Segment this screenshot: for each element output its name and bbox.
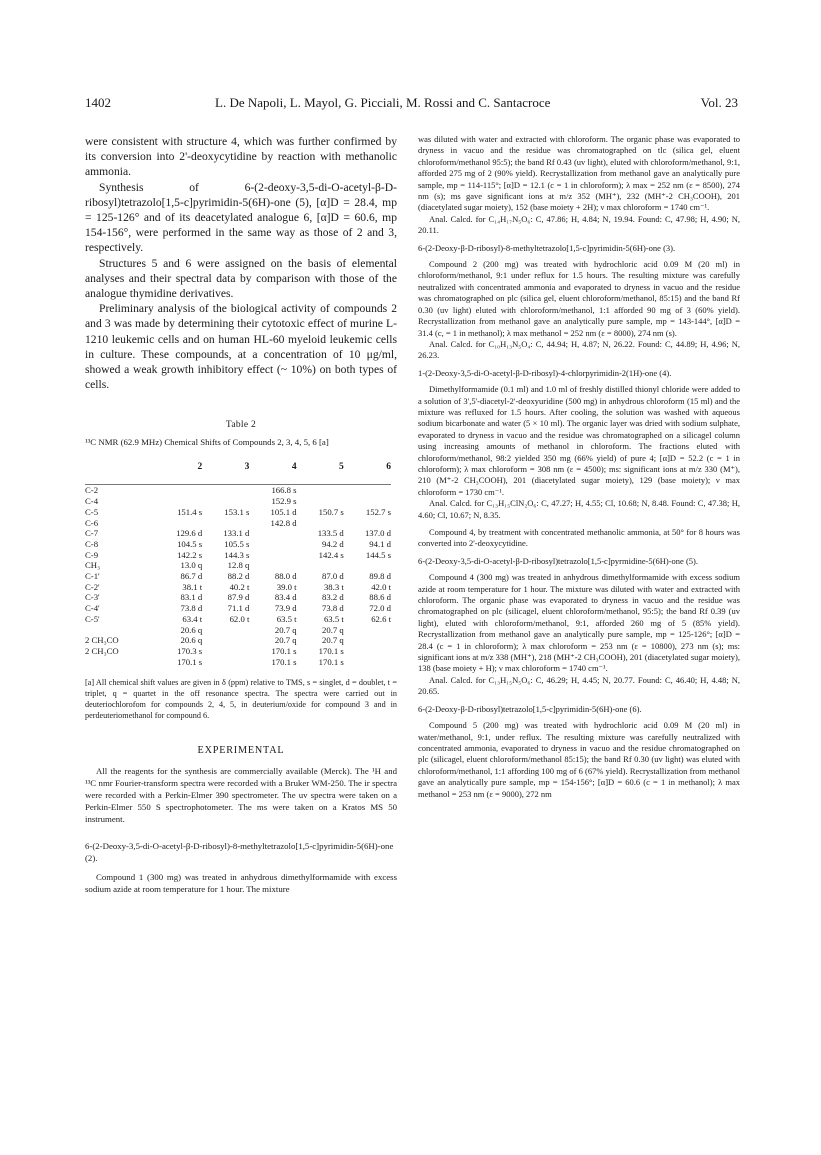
table-row: [85, 550, 391, 561]
compound-heading: 6-(2-Deoxy-β-D-ribosyl)-8-methyltetrazolo[1,5-c]pyrimidin-5(6H)-one (3).: [418, 242, 676, 253]
table-footnote: [a] All chemical shift values are given in δ (ppm) relative to TMS, s = singlet, d = doublet, t = triplet, q = quartet in the off resonance spectra. The spectra were carried out in deuteriochlorofom for compounds 2, 4, 5, in deuterium/oxide for compound 3 and in perdeuteriomethanol for compound 6.: [85, 678, 397, 721]
table-cell: [202, 635, 249, 646]
table-cell: 170.1 s: [318, 656, 344, 667]
table-row: [85, 603, 391, 614]
experimental-paragraph: Anal. Calcd. for C₁₃H₁₅N₅O₆: C, 46.29; H, 4.45; N, 20.77. Found: C, 46.40; H, 4.48; N, 20.65.: [418, 674, 740, 697]
table-cell: 153.1 s: [224, 506, 250, 517]
table-cell: [202, 625, 249, 636]
table-cell: 20.7 q: [274, 624, 297, 635]
table-cell: [344, 657, 391, 668]
table-cell: 88.2 d: [227, 571, 250, 582]
table-row: [85, 539, 391, 550]
table-cell: [344, 560, 391, 571]
table-cell: [297, 518, 344, 529]
left-column: [85, 134, 397, 896]
table-header-cell: 3: [244, 462, 250, 473]
body-paragraph: were consistent with structure 4, which was further confirmed by its conversion into 2'-deoxycytidine by reaction with methanolic ammonia.: [85, 135, 397, 179]
table-header-cell: 2: [197, 462, 203, 473]
table-cell: 12.8 q: [227, 560, 250, 571]
table-cell: 105.5 s: [224, 538, 250, 549]
table-cell: 144.5 s: [365, 549, 391, 560]
table-cell: 73.9 d: [274, 603, 297, 614]
table-cell: 170.3 s: [177, 646, 203, 656]
table-cell: 166.8 s: [249, 485, 296, 496]
compound-heading: 6-(2-Deoxy-3,5-di-O-acetyl-β-D-ribosyl)tetrazolo[1,5-c]pyrmidine-5(6H)-one (5).: [418, 555, 698, 566]
body-paragraph: Synthesis of 6-(2-deoxy-3,5-di-O-acetyl-β-D-ribosyl)tetrazolo[1,5-c]pyrimidin-5(6H)-one (5), [α]D = 28.4, mp = 125-126° and of its deacetylated analogue 6, [α]D = 60.6, mp 154-156°, were performed in the same way as those of 2 and 3, respectively.: [85, 180, 397, 255]
table-cell: [202, 646, 249, 657]
table-cell: [344, 625, 391, 636]
table-cell: 83.2 d: [322, 592, 344, 603]
table-header-cell: 4: [291, 462, 297, 473]
table-cell: C-7: [85, 528, 99, 539]
table-cell: 39.0 t: [276, 581, 297, 592]
table-cell: 83.4 d: [274, 592, 297, 603]
table-header-cell: [85, 457, 155, 485]
table-cell: C-2: [85, 485, 155, 496]
table-cell: 142.2 s: [177, 549, 203, 560]
nmr-table: [85, 457, 391, 667]
table-cell: C-3': [85, 592, 100, 603]
table-row: [85, 657, 391, 668]
table-row: [85, 592, 391, 603]
table-row: [85, 528, 391, 539]
table-cell: 105.1 d: [270, 506, 297, 517]
experimental-paragraph: Anal. Calcd. for C₁₀H₁₃N₅O₄: C, 44.94; H, 4.87; N, 26.22. Found: C, 44.89; H, 4.96; N, 26.23.: [418, 338, 740, 361]
table-cell: 73.8 d: [322, 603, 344, 614]
right-column: [418, 134, 740, 800]
table-cell: 89.8 d: [369, 571, 391, 582]
table-cell: [297, 560, 344, 571]
table-title: Table 2: [225, 420, 257, 431]
body-paragraph: Structures 5 and 6 were assigned on the basis of elemental analyses and their spectral data by comparison with those of the analogue thymidine derivatives.: [85, 256, 397, 301]
table-row: [85, 518, 391, 529]
table-cell: 133.1 d: [223, 528, 250, 539]
table-cell: C-4': [85, 603, 100, 614]
table-cell: 129.6 d: [176, 528, 203, 539]
table-cell: 88.0 d: [274, 571, 297, 582]
experimental-paragraph: Compound 2 (200 mg) was treated with hydrochloric acid 0.09 M (20 ml) in chloroform/methanol, 9:1 under reflux for 1.5 hours. The resulting mixture was carefully neutralized with concentrated ammonia and evaporated to dryness in vacuo and the residue was chromatographed on plc (silica gel, eluent chloroform/methanol, 85:15) and the band Rf 0.30 (uv light) eluted with chloroform/methanol, 1:1 afforded 90 mg of 3 (60% yield). Recrystallization from methanol gave an analytically pure sample, mp = 143-144°, [α]D = 31.4 (c, = 1 in methanol); λ max methanol = 252 nm (ε = 8000), 274 nm (s).: [418, 259, 740, 338]
table-cell: 42.0 t: [371, 581, 391, 592]
table-cell: 170.1 s: [177, 656, 203, 667]
experimental-paragraph: Compound 5 (200 mg) was treated with hydrochloric acid 0.09 M (20 ml) in water/methanol, 9:1, under reflux. The resulting mixture was carefully neutralized with concentrated ammonia, evaporated to dryness in vacuo and the residue chromatographed on plc (silicagel, eluent chloroform/methanol 85:15); the band Rf 0.30 (uv light) was eluted with chloroform/methanol, 1:1 affording 100 mg of 6 (67% yield). Recrystallization from methanol gave an analytically pure sample, mp = 154-156°; [α]D = 60.6 (c = 1 in methanol); λ max methanol = 253 nm (ε = 9000), 272 nm: [418, 720, 740, 799]
table-cell: [344, 518, 391, 529]
table-cell: [155, 518, 202, 529]
table-cell: 133.5 d: [317, 528, 344, 539]
body-paragraph: Preliminary analysis of the biological activity of compounds 2 and 3 was made by determining their cytotoxic effect of murine L-1210 leukemic cells and on human HL-60 myeloid leukemic cells in culture. These compounds, at a concentration of 10 μg/ml, showed a weak growth inhibitory effect (~ 10%) on both types of cells.: [85, 302, 397, 392]
table-cell: 20.6 q: [180, 624, 203, 635]
table-cell: 62.0 t: [229, 613, 250, 624]
table-cell: 38.1 t: [182, 581, 203, 592]
table-cell: 142.4 s: [318, 549, 344, 560]
table-cell: [249, 550, 296, 561]
table-row: [85, 582, 391, 593]
table-cell: 87.9 d: [227, 592, 250, 603]
table-row: [85, 614, 391, 625]
table-cell: 63.5 t: [276, 613, 297, 624]
table-cell: 151.4 s: [177, 506, 203, 517]
table-row: [85, 646, 391, 657]
experimental-paragraph: was diluted with water and extracted with chloroform. The organic phase was evaporated to dryness in vacuo and the residue was chromatographed on tlc (silica gel, eluent chloroform/methanol 95:5); the band Rf 0.43 (uv light), eluted with chloroform/methanol, 9:1, afforded 275 mg of 2 (90% yield). Recrystallization from methanol gave an analytically pure sample, mp = 114-115°; [α]D = 12.1 (c = 1 in chloroform); λ max = 252 nm (ε = 8500), 274 nm (s); ms gave significant ions at m/z 352 (MH⁺), 232 (MH⁺-2 CH₃COOH), 201 (diacetylated sugar moiety), 152 (base moiety + 2H); ν max chloroform = 1740 cm⁻¹.: [418, 134, 740, 213]
volume-label: Vol. 23: [700, 95, 738, 110]
table-cell: C-2': [85, 581, 100, 592]
experimental-intro: All the reagents for the synthesis are commercially available (Merck). The ¹H and ¹³C nmr Fourier-transform spectra were recorded with a Bruker WM-250. The ir spectra were recorded with a Perkin-Elmer 390 spectrometer. The uv spectra were taken on a Perkin-Elmer 550 S spectrophotometer. The ms were taken on a Kratos MS 50 instrument.: [85, 766, 397, 824]
table-cell: 142.8 d: [270, 517, 297, 528]
table-cell: [202, 496, 249, 507]
table-cell: 20.7 q: [322, 624, 344, 635]
table-caption: ¹³C NMR (62.9 MHz) Chemical Shifts of Compounds 2, 3, 4, 5, 6 [a]: [85, 437, 329, 448]
table-cell: [155, 496, 202, 507]
table-cell: 20.7 q: [274, 635, 297, 646]
experimental-paragraph: Anal. Calcd. for C₁₄H₁₇N₅O₆: C, 47.86; H, 4.84; N, 19.94. Found: C, 47.98; H, 4.90; N, 20.11.: [418, 213, 740, 236]
table-row: [85, 485, 391, 496]
table-cell: C-8: [85, 538, 99, 549]
table-cell: C-5': [85, 613, 100, 624]
table-cell: [249, 539, 296, 550]
table-cell: 152.7 s: [365, 506, 391, 517]
table-cell: 83.1 d: [180, 592, 203, 603]
table-cell: 104.5 s: [177, 538, 203, 549]
table-header-cell: 5: [339, 462, 344, 473]
table-cell: CH₃: [85, 560, 101, 571]
running-header: [85, 95, 738, 115]
table-cell: 38.3 t: [323, 581, 344, 592]
table-cell: 94.2 d: [322, 538, 344, 549]
table-cell: 86.7 d: [180, 571, 203, 582]
table-cell: 170.1 s: [271, 646, 297, 656]
table-row: [85, 507, 391, 518]
experimental-paragraph: Anal. Calcd. for C₁₃H₁₅ClN₂O₆: C, 47.27; H, 4.55; Cl, 10.68; N, 8.48. Found: C, 47.38; H, 4.60; Cl, 10.67; N, 8.35.: [418, 498, 740, 520]
table-cell: 87.0 d: [322, 571, 344, 582]
table-cell: 20.7 q: [322, 635, 344, 646]
compound-heading: 6-(2-Deoxy-3,5-di-O-acetyl-β-D-ribosyl)-8-methyltetrazolo[1,5-c]pyrimidin-5(6H)-one (2).: [85, 841, 394, 864]
compound-procedure: Compound 1 (300 mg) was treated in anhydrous dimethylformamide with excess sodium azide at room temperature for 1 hour. The mixture: [85, 871, 397, 894]
compound-heading: 6-(2-Deoxy-β-D-ribosyl)tetrazolo[1,5-c]pyrimidin-5(6H)-one (6).: [418, 703, 642, 714]
table-cell: 20.6 q: [180, 635, 203, 646]
table-cell: [85, 657, 155, 668]
table-header-cell: 6: [386, 462, 391, 473]
table-cell: C-9: [85, 549, 99, 560]
table-cell: 63.4 t: [182, 613, 203, 624]
table-cell: [155, 485, 202, 496]
table-cell: [202, 485, 249, 496]
table-cell: C-4: [85, 496, 99, 507]
compound-heading: 1-(2-Deoxy-3,5-di-O-acetyl-β-D-ribosyl)-4-chlorpyrimidin-2(1H)-one (4).: [418, 367, 672, 378]
table-cell: 170.1 s: [271, 656, 297, 667]
table-cell: 63.5 t: [323, 613, 344, 624]
table-cell: [297, 485, 344, 496]
page-number: 1402: [85, 95, 111, 110]
table-cell: [202, 518, 249, 529]
table-cell: 62.6 t: [371, 613, 391, 624]
table-row: [85, 571, 391, 582]
table-cell: 137.0 d: [364, 528, 391, 539]
section-heading-experimental: EXPERIMENTAL: [197, 745, 285, 757]
table-cell: [297, 496, 344, 507]
table-cell: [249, 560, 296, 571]
table-cell: [344, 485, 391, 496]
table-cell: [344, 635, 391, 646]
experimental-paragraph: Compound 4, by treatment with concentrated methanolic ammonia, at 50° for 8 hours was converted into 2'-deoxycytidine.: [418, 527, 740, 549]
table-cell: [85, 625, 155, 636]
experimental-paragraph: Dimethylformamide (0.1 ml) and 1.0 ml of freshly distilled thionyl chloride were added to a solution of 3',5'-diacetyl-2'-deoxyuridine (500 mg) in anhydrous chloroform (15 ml) and the mixture was refluxed for 1.5 hours. After cooling, the solution was washed with aqueous sodium bicarbonate and water (5 × 10 ml). The organic layer was dried with sodium sulphate, evaporated to dryness in vacuo and the residue was chromatographed on a silicagel column using increasing amounts of methanol in chloroform. The fractions eluted with chloroform/methanol, 98:2 yielded 350 mg (66% yield) of pure 4; [α]D = 52.2 (c = 1 in chloroform); λ max chloroform = 308 nm (ε = 4500); ms: significant ions at m/z 330 (M⁺), 210 (M⁺-2 CH₃COOH), 201 (diacetylated sugar moiety), 129 (base moiety); ν max chloroform = 1730 cm⁻¹.: [418, 384, 740, 497]
table-row: [85, 635, 391, 646]
table-cell: 72.0 d: [369, 603, 391, 614]
table-cell: [249, 528, 296, 539]
table-cell: 144.3 s: [224, 549, 250, 560]
table-row: [85, 625, 391, 636]
table-cell: 73.8 d: [180, 603, 203, 614]
table-cell: 13.0 q: [180, 560, 203, 571]
table-cell: 94.1 d: [369, 538, 391, 549]
table-cell: 71.1 d: [227, 603, 250, 614]
running-authors: L. De Napoli, L. Mayol, G. Picciali, M. Rossi and C. Santacroce: [215, 95, 551, 110]
table-cell: 152.9 s: [271, 496, 297, 507]
table-cell: 150.7 s: [318, 506, 344, 517]
table-cell: C-5: [85, 506, 99, 517]
table-cell: 2 CH₃CO: [85, 635, 119, 646]
table-cell: C-1': [85, 571, 100, 582]
table-row: [85, 496, 391, 507]
table-cell: 88.6 d: [369, 592, 391, 603]
table-cell: [344, 646, 391, 657]
table-cell: 40.2 t: [229, 581, 250, 592]
table-cell: C-6: [85, 517, 99, 528]
table-cell: 170.1 s: [318, 646, 344, 656]
table-cell: [344, 496, 391, 507]
experimental-paragraph: Compound 4 (300 mg) was treated in anhydrous dimethylformamide with excess sodium azide at room temperature for 1 hour. The mixture was diluted with water and extracted with chloroform. The organic phase was evaporated to dryness in vacuo and the residue was chromatographed on plc (silicagel, eluent chloroform/methanol, 95:5); the band Rf 0.39 (uv light), eluted with chloroform/methanol, 9:1, afforded 260 mg of 5 (85% yield). Recrystallization from methanol gave an analytically pure sample, mp = 125-126°; [α]D = 28.4 (c = 1 in chloroform); λ max chloroform = 253 nm (ε = 10800), 273 nm (s); ms: significant ions at m/z 338 (MH⁺), 218 (MH⁺-2 CH₃COOH), 201 (diacetylated sugar moiety), 138 (base moiety + H); ν max chloroform = 1740 cm⁻¹.: [418, 572, 740, 674]
table-cell: 2 CH₃CO: [85, 646, 119, 656]
table-cell: [202, 657, 249, 668]
table-row: [85, 560, 391, 571]
